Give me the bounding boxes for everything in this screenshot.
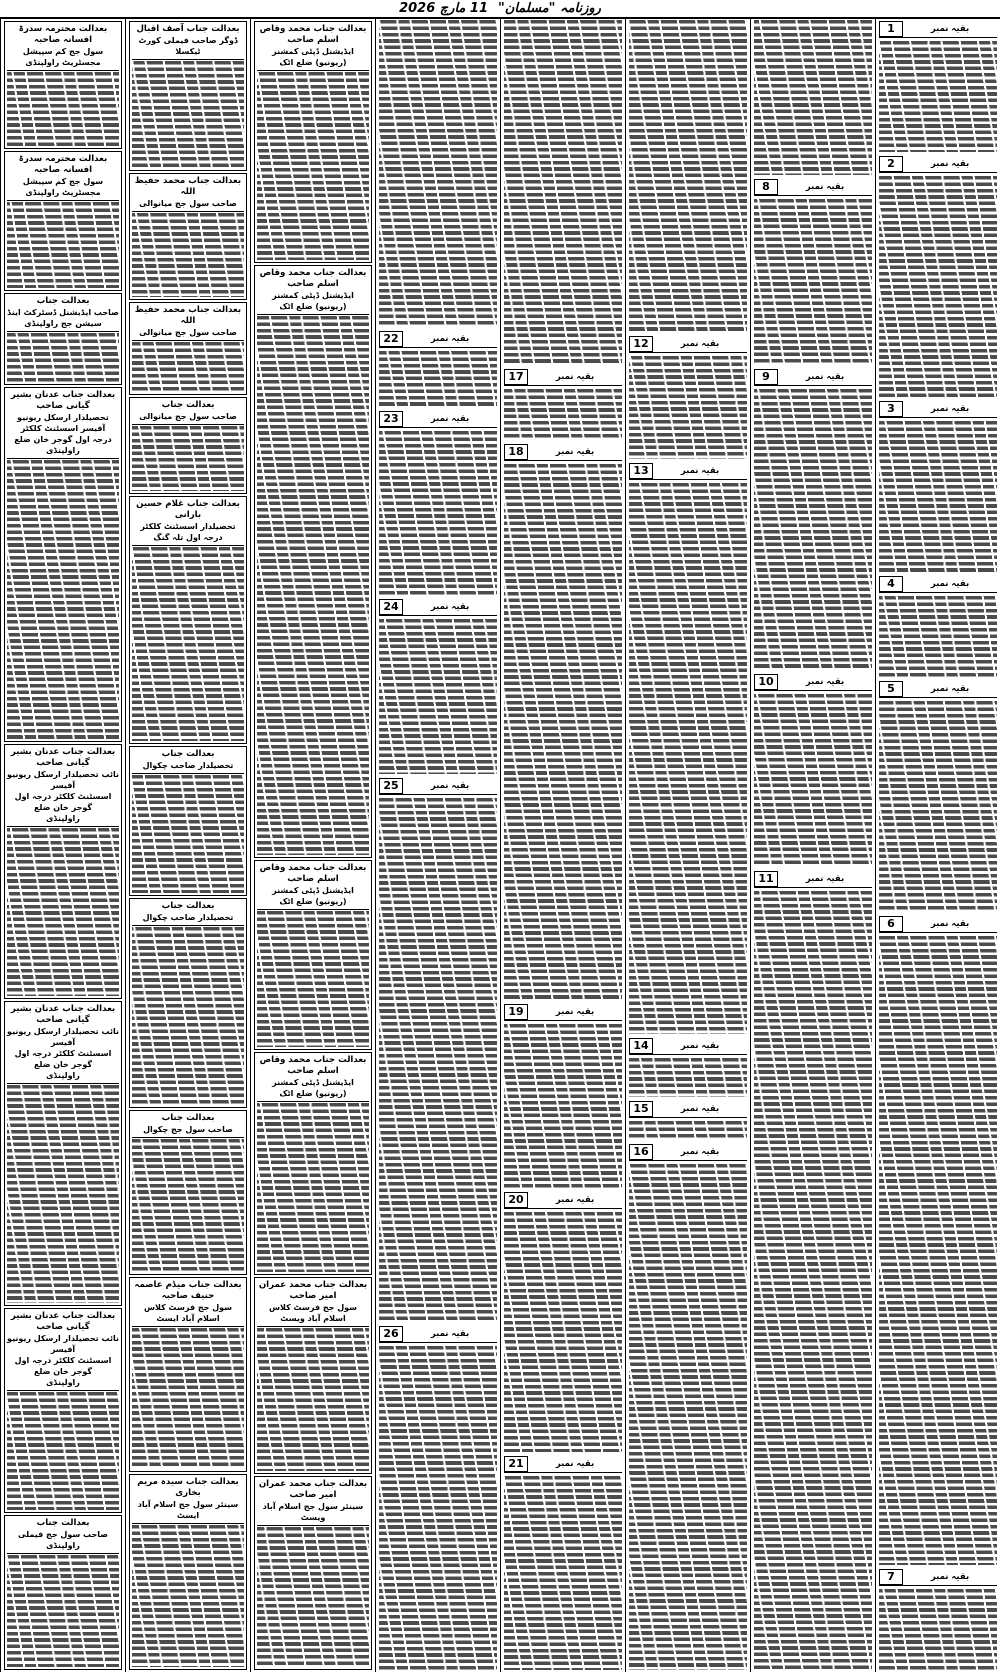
court-notice bbox=[4, 1308, 122, 1513]
notice-court-office: صاحب سول جج میانوالی bbox=[139, 199, 237, 208]
continuation-label: بقیہ نمبر bbox=[680, 339, 720, 349]
continuation-label: بقیہ نمبر bbox=[930, 24, 970, 34]
notice-court-name: بعدالت جناب bbox=[161, 749, 215, 759]
notice-text bbox=[132, 1328, 244, 1469]
notice-heading bbox=[257, 861, 369, 910]
article-text bbox=[379, 20, 497, 327]
continuation-number: 25 bbox=[379, 778, 403, 794]
article-text bbox=[504, 1024, 622, 1188]
notice-court-name: بعدالت جناب bbox=[161, 400, 215, 410]
notice-court-office: نائب تحصیلدار ارسکل ریونیو آفیسر bbox=[7, 770, 119, 790]
continuation-14 bbox=[629, 1036, 747, 1099]
notice-heading bbox=[257, 1477, 369, 1526]
continuation-header bbox=[379, 778, 497, 795]
masthead bbox=[0, 0, 1000, 19]
notice-heading bbox=[132, 1278, 244, 1327]
court-notice bbox=[4, 1001, 122, 1306]
continuation-header bbox=[504, 1456, 622, 1473]
notice-court-office: نائب تحصیلدار ارسکل ریونیو آفیسر bbox=[7, 1027, 119, 1047]
notice-heading bbox=[7, 1516, 119, 1554]
notice-court-office: سول جج کم سپیشل مجسٹریٹ راولپنڈی bbox=[22, 47, 104, 67]
continuation-4 bbox=[879, 574, 997, 679]
court-notice bbox=[129, 496, 247, 744]
notice-court-office: سینئر سول جج اسلام آباد ویسٹ bbox=[262, 1502, 364, 1522]
notice-court-name: بعدالت جناب bbox=[161, 901, 215, 911]
continuation-header bbox=[379, 1326, 497, 1343]
notice-court-name: بعدالت جناب عدنان بشیر گیانی صاحب bbox=[10, 747, 116, 768]
continuation-header bbox=[629, 336, 747, 353]
continuation-header bbox=[754, 369, 872, 386]
continuation-number: 19 bbox=[504, 1004, 528, 1020]
notice-court-office: تحصیلدار ارسکل ریونیو آفیسر اسسٹنٹ کلکٹر bbox=[17, 413, 109, 433]
court-notice bbox=[129, 1110, 247, 1275]
continuation-10 bbox=[754, 672, 872, 869]
continuation-label: بقیہ نمبر bbox=[930, 159, 970, 169]
continuation-24 bbox=[379, 597, 497, 776]
notice-text bbox=[132, 61, 244, 168]
continuation-25 bbox=[379, 776, 497, 1324]
continuation-header bbox=[629, 1101, 747, 1118]
notice-court-name: بعدالت جناب bbox=[36, 296, 90, 306]
continuation-label: بقیہ نمبر bbox=[930, 579, 970, 589]
notice-heading bbox=[7, 294, 119, 332]
article-text bbox=[629, 483, 747, 1034]
continuation-1 bbox=[879, 19, 997, 154]
continuation-number: 23 bbox=[379, 411, 403, 427]
article-text bbox=[879, 701, 997, 912]
continuation-header bbox=[629, 463, 747, 480]
notice-court-office: تحصیلدار اسسٹنٹ کلکٹر درجہ اول تلہ گنگ bbox=[140, 522, 236, 542]
continuation-21 bbox=[504, 1454, 622, 1672]
court-notice bbox=[4, 744, 122, 999]
notice-text bbox=[257, 1103, 369, 1272]
notice-court-name: بعدالت جناب محمد وقاص اسلم صاحب bbox=[259, 24, 367, 45]
continuation-header bbox=[879, 1569, 997, 1586]
continuation-number: 4 bbox=[879, 576, 903, 592]
continuation-7 bbox=[879, 1567, 997, 1672]
continuation-header bbox=[504, 1192, 622, 1209]
notice-text bbox=[257, 911, 369, 1047]
notice-court-office: تحصیلدار صاحب چکوال bbox=[142, 913, 234, 922]
article-text bbox=[379, 1346, 497, 1670]
notice-court-name: بعدالت جناب عدنان بشیر گیانی صاحب bbox=[10, 1004, 116, 1025]
continuation-label: بقیہ نمبر bbox=[555, 447, 595, 457]
news-column-5 bbox=[375, 19, 500, 1672]
continuation-header bbox=[754, 674, 872, 691]
continuation-number: 3 bbox=[879, 401, 903, 417]
notice-heading bbox=[257, 266, 369, 315]
article-text bbox=[629, 20, 747, 332]
notice-heading bbox=[257, 1278, 369, 1327]
continuation-17 bbox=[504, 367, 622, 442]
article-text bbox=[504, 389, 622, 440]
news-column-3 bbox=[625, 19, 750, 1672]
continuation-number: 5 bbox=[879, 681, 903, 697]
court-notice bbox=[4, 293, 122, 385]
notice-text bbox=[257, 316, 369, 855]
notice-heading bbox=[132, 22, 244, 60]
continuation-header bbox=[629, 1144, 747, 1161]
article-text bbox=[879, 41, 997, 152]
notice-court-office: تحصیلدار صاحب چکوال bbox=[142, 761, 234, 770]
court-notice bbox=[129, 173, 247, 300]
continuation-23 bbox=[379, 409, 497, 597]
notice-text bbox=[132, 213, 244, 297]
continuation-label: بقیہ نمبر bbox=[430, 414, 470, 424]
article-text bbox=[629, 1164, 747, 1670]
continuation-label: بقیہ نمبر bbox=[555, 1459, 595, 1469]
continuation-number: 6 bbox=[879, 916, 903, 932]
notice-court-office: صاحب سول جج میانوالی bbox=[139, 412, 237, 421]
notice-court-name: بعدالت جناب محمد عمران امیر صاحب bbox=[258, 1280, 368, 1301]
notice-heading bbox=[257, 22, 369, 71]
continuation-15 bbox=[629, 1099, 747, 1142]
continuation-19 bbox=[504, 1002, 622, 1190]
notice-court-name: بعدالت جناب bbox=[161, 1113, 215, 1123]
notice-text bbox=[132, 1139, 244, 1272]
notice-court-name: بعدالت جناب محمد وقاص اسلم صاحب bbox=[259, 268, 367, 289]
continuation-label: بقیہ نمبر bbox=[930, 919, 970, 929]
notice-heading bbox=[132, 174, 244, 212]
continuation-label: بقیہ نمبر bbox=[805, 372, 845, 382]
notice-text bbox=[132, 927, 244, 1105]
notice-court-office: سینئر سول جج اسلام آباد ایسٹ bbox=[137, 1500, 239, 1520]
continuation-header bbox=[379, 599, 497, 616]
notice-court-office: اسسٹنٹ کلکٹر درجہ اول گوجر خان ضلع bbox=[14, 1356, 112, 1376]
notice-heading bbox=[7, 745, 119, 827]
continuation-number: 18 bbox=[504, 444, 528, 460]
notice-heading bbox=[257, 1053, 369, 1102]
notice-court-office: نائب تحصیلدار ارسکل ریونیو آفیسر bbox=[7, 1334, 119, 1354]
notice-heading bbox=[132, 1475, 244, 1524]
article-text bbox=[879, 596, 997, 677]
court-notice bbox=[129, 746, 247, 896]
notice-court-office: ایڈیشنل ڈپٹی کمشنر (ریونیو) ضلع اٹک bbox=[272, 886, 354, 906]
notice-court-name: بعدالت جناب محمد وقاص اسلم صاحب bbox=[259, 863, 367, 884]
notice-court-name: بعدالت جناب محمد حفیظ اللہ bbox=[134, 305, 242, 326]
continuation-26 bbox=[379, 1324, 497, 1672]
article-text bbox=[504, 1476, 622, 1670]
continuation-label: بقیہ نمبر bbox=[805, 182, 845, 192]
news-column-1 bbox=[875, 19, 1000, 1672]
continuation-number: 8 bbox=[754, 179, 778, 195]
notice-court-name: بعدالت جناب میڈم عاصمہ حنیف صاحبہ bbox=[134, 1280, 242, 1301]
notice-court-district: راولپنڈی bbox=[46, 1378, 80, 1387]
continuation-label: بقیہ نمبر bbox=[555, 372, 595, 382]
article-text bbox=[754, 891, 872, 1670]
continuation-11 bbox=[754, 869, 872, 1672]
continuation-label: بقیہ نمبر bbox=[680, 466, 720, 476]
notice-court-office: صاحب سول جج فیملی راولپنڈی bbox=[18, 1530, 108, 1550]
notice-heading bbox=[7, 22, 119, 71]
notice-heading bbox=[132, 303, 244, 341]
continuation-header bbox=[379, 331, 497, 348]
continuation-number: 17 bbox=[504, 369, 528, 385]
court-notice bbox=[254, 1052, 372, 1275]
continuation-label: بقیہ نمبر bbox=[930, 404, 970, 414]
continuation-9 bbox=[754, 367, 872, 672]
page-columns bbox=[0, 19, 1000, 1672]
continuation-number: 2 bbox=[879, 156, 903, 172]
notice-heading bbox=[132, 1111, 244, 1138]
notice-text bbox=[7, 202, 119, 288]
article-continued bbox=[379, 19, 497, 329]
continuation-label: بقیہ نمبر bbox=[430, 602, 470, 612]
continuation-header bbox=[754, 871, 872, 888]
continuation-number: 20 bbox=[504, 1192, 528, 1208]
continuation-label: بقیہ نمبر bbox=[930, 684, 970, 694]
notice-text bbox=[132, 342, 244, 392]
article-text bbox=[879, 176, 997, 397]
notice-court-name: بعدالت جناب آصف اقبال bbox=[136, 24, 240, 34]
notice-heading bbox=[132, 899, 244, 926]
notice-court-office: ایڈیشنل ڈپٹی کمشنر (ریونیو) ضلع اٹک bbox=[272, 291, 354, 311]
article-text bbox=[504, 464, 622, 1000]
continuation-label: بقیہ نمبر bbox=[680, 1147, 720, 1157]
notices-column-8 bbox=[0, 19, 125, 1672]
continuation-number: 24 bbox=[379, 599, 403, 615]
continuation-header bbox=[879, 156, 997, 173]
court-notice bbox=[129, 1277, 247, 1472]
notice-text bbox=[7, 1392, 119, 1510]
notice-text bbox=[132, 775, 244, 893]
court-notice bbox=[254, 1476, 372, 1670]
article-text bbox=[879, 1589, 997, 1670]
continuation-number: 7 bbox=[879, 1569, 903, 1585]
article-text bbox=[754, 389, 872, 670]
continuation-label: بقیہ نمبر bbox=[430, 1329, 470, 1339]
notice-text bbox=[257, 1328, 369, 1471]
article-continued bbox=[754, 19, 872, 177]
court-notice bbox=[4, 387, 122, 742]
notice-text bbox=[7, 72, 119, 146]
notice-heading bbox=[132, 497, 244, 546]
notice-court-office: اسسٹنٹ کلکٹر درجہ اول گوجر خان ضلع bbox=[14, 792, 112, 812]
article-text bbox=[504, 20, 622, 365]
court-notice bbox=[254, 1277, 372, 1474]
article-text bbox=[879, 421, 997, 572]
continuation-number: 10 bbox=[754, 674, 778, 690]
notice-heading bbox=[7, 1309, 119, 1391]
continuation-20 bbox=[504, 1190, 622, 1454]
notice-court-office: صاحب سول جج میانوالی bbox=[139, 328, 237, 337]
continuation-number: 13 bbox=[629, 463, 653, 479]
article-text bbox=[629, 356, 747, 459]
court-notice bbox=[254, 21, 372, 263]
notices-column-7 bbox=[125, 19, 250, 1672]
notice-court-office: سول جج کم سپیشل مجسٹریٹ راولپنڈی bbox=[22, 177, 104, 197]
notice-court-district: درجہ اول گوجر خان ضلع راولپنڈی bbox=[14, 435, 112, 455]
notice-court-name: بعدالت جناب محمد حفیظ اللہ bbox=[134, 176, 242, 197]
notice-court-name: بعدالت جناب عدنان بشیر گیانی صاحب bbox=[10, 390, 116, 411]
news-column-2 bbox=[750, 19, 875, 1672]
continuation-label: بقیہ نمبر bbox=[430, 781, 470, 791]
notice-text bbox=[7, 460, 119, 739]
notice-court-name: بعدالت جناب غلام حسین بارانی bbox=[136, 499, 240, 520]
article-text bbox=[629, 1058, 747, 1097]
notice-heading bbox=[132, 398, 244, 425]
notice-court-office: ڈوگر صاحب فیملی کورٹ ٹیکسلا bbox=[138, 36, 238, 56]
continuation-header bbox=[754, 179, 872, 196]
continuation-header bbox=[504, 444, 622, 461]
article-continued bbox=[629, 19, 747, 334]
continuation-18 bbox=[504, 442, 622, 1002]
continuation-number: 14 bbox=[629, 1038, 653, 1054]
continuation-label: بقیہ نمبر bbox=[430, 334, 470, 344]
notice-court-district: راولپنڈی bbox=[46, 814, 80, 823]
continuation-header bbox=[879, 21, 997, 38]
notice-court-office: صاحب ایڈیشنل ڈسٹرکٹ اینڈ سیشن جج راولپنڈی bbox=[7, 308, 119, 328]
notice-court-office: ایڈیشنل ڈپٹی کمشنر (ریونیو) ضلع اٹک bbox=[272, 47, 354, 67]
news-column-4 bbox=[500, 19, 625, 1672]
court-notice bbox=[129, 397, 247, 494]
continuation-header bbox=[879, 401, 997, 418]
notice-court-name: بعدالت جناب bbox=[36, 1518, 90, 1528]
article-continued bbox=[504, 19, 622, 367]
notice-text bbox=[132, 547, 244, 741]
continuation-label: بقیہ نمبر bbox=[930, 1572, 970, 1582]
continuation-number: 16 bbox=[629, 1144, 653, 1160]
notice-court-name: بعدالت جناب عدنان بشیر گیانی صاحب bbox=[10, 1311, 116, 1332]
article-text bbox=[379, 351, 497, 407]
court-notice bbox=[129, 302, 247, 395]
notice-court-name: بعدالت جناب سیدہ مریم بخاری bbox=[137, 1477, 239, 1498]
notice-court-name: بعدالت جناب محمد عمران امیر صاحب bbox=[258, 1479, 368, 1500]
notice-court-office: ایڈیشنل ڈپٹی کمشنر (ریونیو) ضلع اٹک bbox=[272, 1078, 354, 1098]
continuation-header bbox=[504, 369, 622, 386]
continuation-header bbox=[504, 1004, 622, 1021]
article-text bbox=[629, 1121, 747, 1140]
continuation-label: بقیہ نمبر bbox=[680, 1041, 720, 1051]
article-text bbox=[754, 199, 872, 365]
continuation-6 bbox=[879, 914, 997, 1567]
newspaper-name: روزنامہ "مسلمان" bbox=[498, 1, 601, 16]
court-notice bbox=[4, 151, 122, 291]
court-notice bbox=[254, 860, 372, 1050]
notice-text bbox=[7, 1085, 119, 1303]
continuation-13 bbox=[629, 461, 747, 1036]
notice-text bbox=[7, 828, 119, 996]
continuation-label: بقیہ نمبر bbox=[555, 1195, 595, 1205]
article-text bbox=[379, 798, 497, 1322]
continuation-2 bbox=[879, 154, 997, 399]
court-notice bbox=[254, 265, 372, 858]
continuation-22 bbox=[379, 329, 497, 409]
continuation-number: 9 bbox=[754, 369, 778, 385]
notice-heading bbox=[132, 747, 244, 774]
continuation-8 bbox=[754, 177, 872, 367]
continuation-number: 26 bbox=[379, 1326, 403, 1342]
notice-court-name: بعدالت محترمہ سدرۃ افسانہ صاحبہ bbox=[18, 154, 108, 175]
court-notice bbox=[4, 1515, 122, 1670]
continuation-number: 11 bbox=[754, 871, 778, 887]
continuation-12 bbox=[629, 334, 747, 461]
continuation-label: بقیہ نمبر bbox=[805, 677, 845, 687]
continuation-number: 15 bbox=[629, 1101, 653, 1117]
court-notice bbox=[129, 21, 247, 171]
continuation-label: بقیہ نمبر bbox=[680, 1104, 720, 1114]
continuation-3 bbox=[879, 399, 997, 574]
continuation-header bbox=[879, 916, 997, 933]
continuation-header bbox=[379, 411, 497, 428]
continuation-header bbox=[879, 576, 997, 593]
court-notice bbox=[129, 1474, 247, 1670]
issue-date: 11 مارچ 2026 bbox=[399, 1, 488, 16]
notices-column-6 bbox=[250, 19, 375, 1672]
article-text bbox=[754, 694, 872, 867]
notice-text bbox=[257, 72, 369, 260]
notice-heading bbox=[7, 152, 119, 201]
continuation-header bbox=[629, 1038, 747, 1055]
article-text bbox=[754, 20, 872, 175]
continuation-label: بقیہ نمبر bbox=[805, 874, 845, 884]
article-text bbox=[879, 936, 997, 1565]
notice-court-office: صاحب سول جج چکوال bbox=[143, 1125, 233, 1134]
continuation-number: 12 bbox=[629, 336, 653, 352]
notice-court-name: بعدالت جناب محمد وقاص اسلم صاحب bbox=[259, 1055, 367, 1076]
notice-court-office: اسسٹنٹ کلکٹر درجہ اول گوجر خان ضلع bbox=[14, 1049, 112, 1069]
continuation-header bbox=[879, 681, 997, 698]
article-text bbox=[504, 1212, 622, 1452]
court-notice bbox=[4, 21, 122, 149]
notice-text bbox=[257, 1527, 369, 1667]
continuation-number: 1 bbox=[879, 21, 903, 37]
article-text bbox=[379, 619, 497, 774]
continuation-16 bbox=[629, 1142, 747, 1672]
notice-court-office: سول جج فرسٹ کلاس اسلام آباد ایسٹ bbox=[143, 1303, 233, 1323]
notice-court-district: راولپنڈی bbox=[46, 1071, 80, 1080]
continuation-label: بقیہ نمبر bbox=[555, 1007, 595, 1017]
notice-text bbox=[132, 426, 244, 491]
court-notice bbox=[129, 898, 247, 1108]
notice-text bbox=[132, 1525, 244, 1667]
notice-court-name: بعدالت محترمہ سدرۃ افسانہ صاحبہ bbox=[18, 24, 108, 45]
notice-heading bbox=[7, 1002, 119, 1084]
continuation-5 bbox=[879, 679, 997, 914]
continuation-number: 21 bbox=[504, 1456, 528, 1472]
continuation-number: 22 bbox=[379, 331, 403, 347]
notice-heading bbox=[7, 388, 119, 459]
notice-text bbox=[7, 333, 119, 382]
notice-text bbox=[7, 1555, 119, 1667]
article-text bbox=[379, 431, 497, 595]
notice-court-office: سول جج فرسٹ کلاس اسلام آباد ویسٹ bbox=[268, 1303, 358, 1323]
